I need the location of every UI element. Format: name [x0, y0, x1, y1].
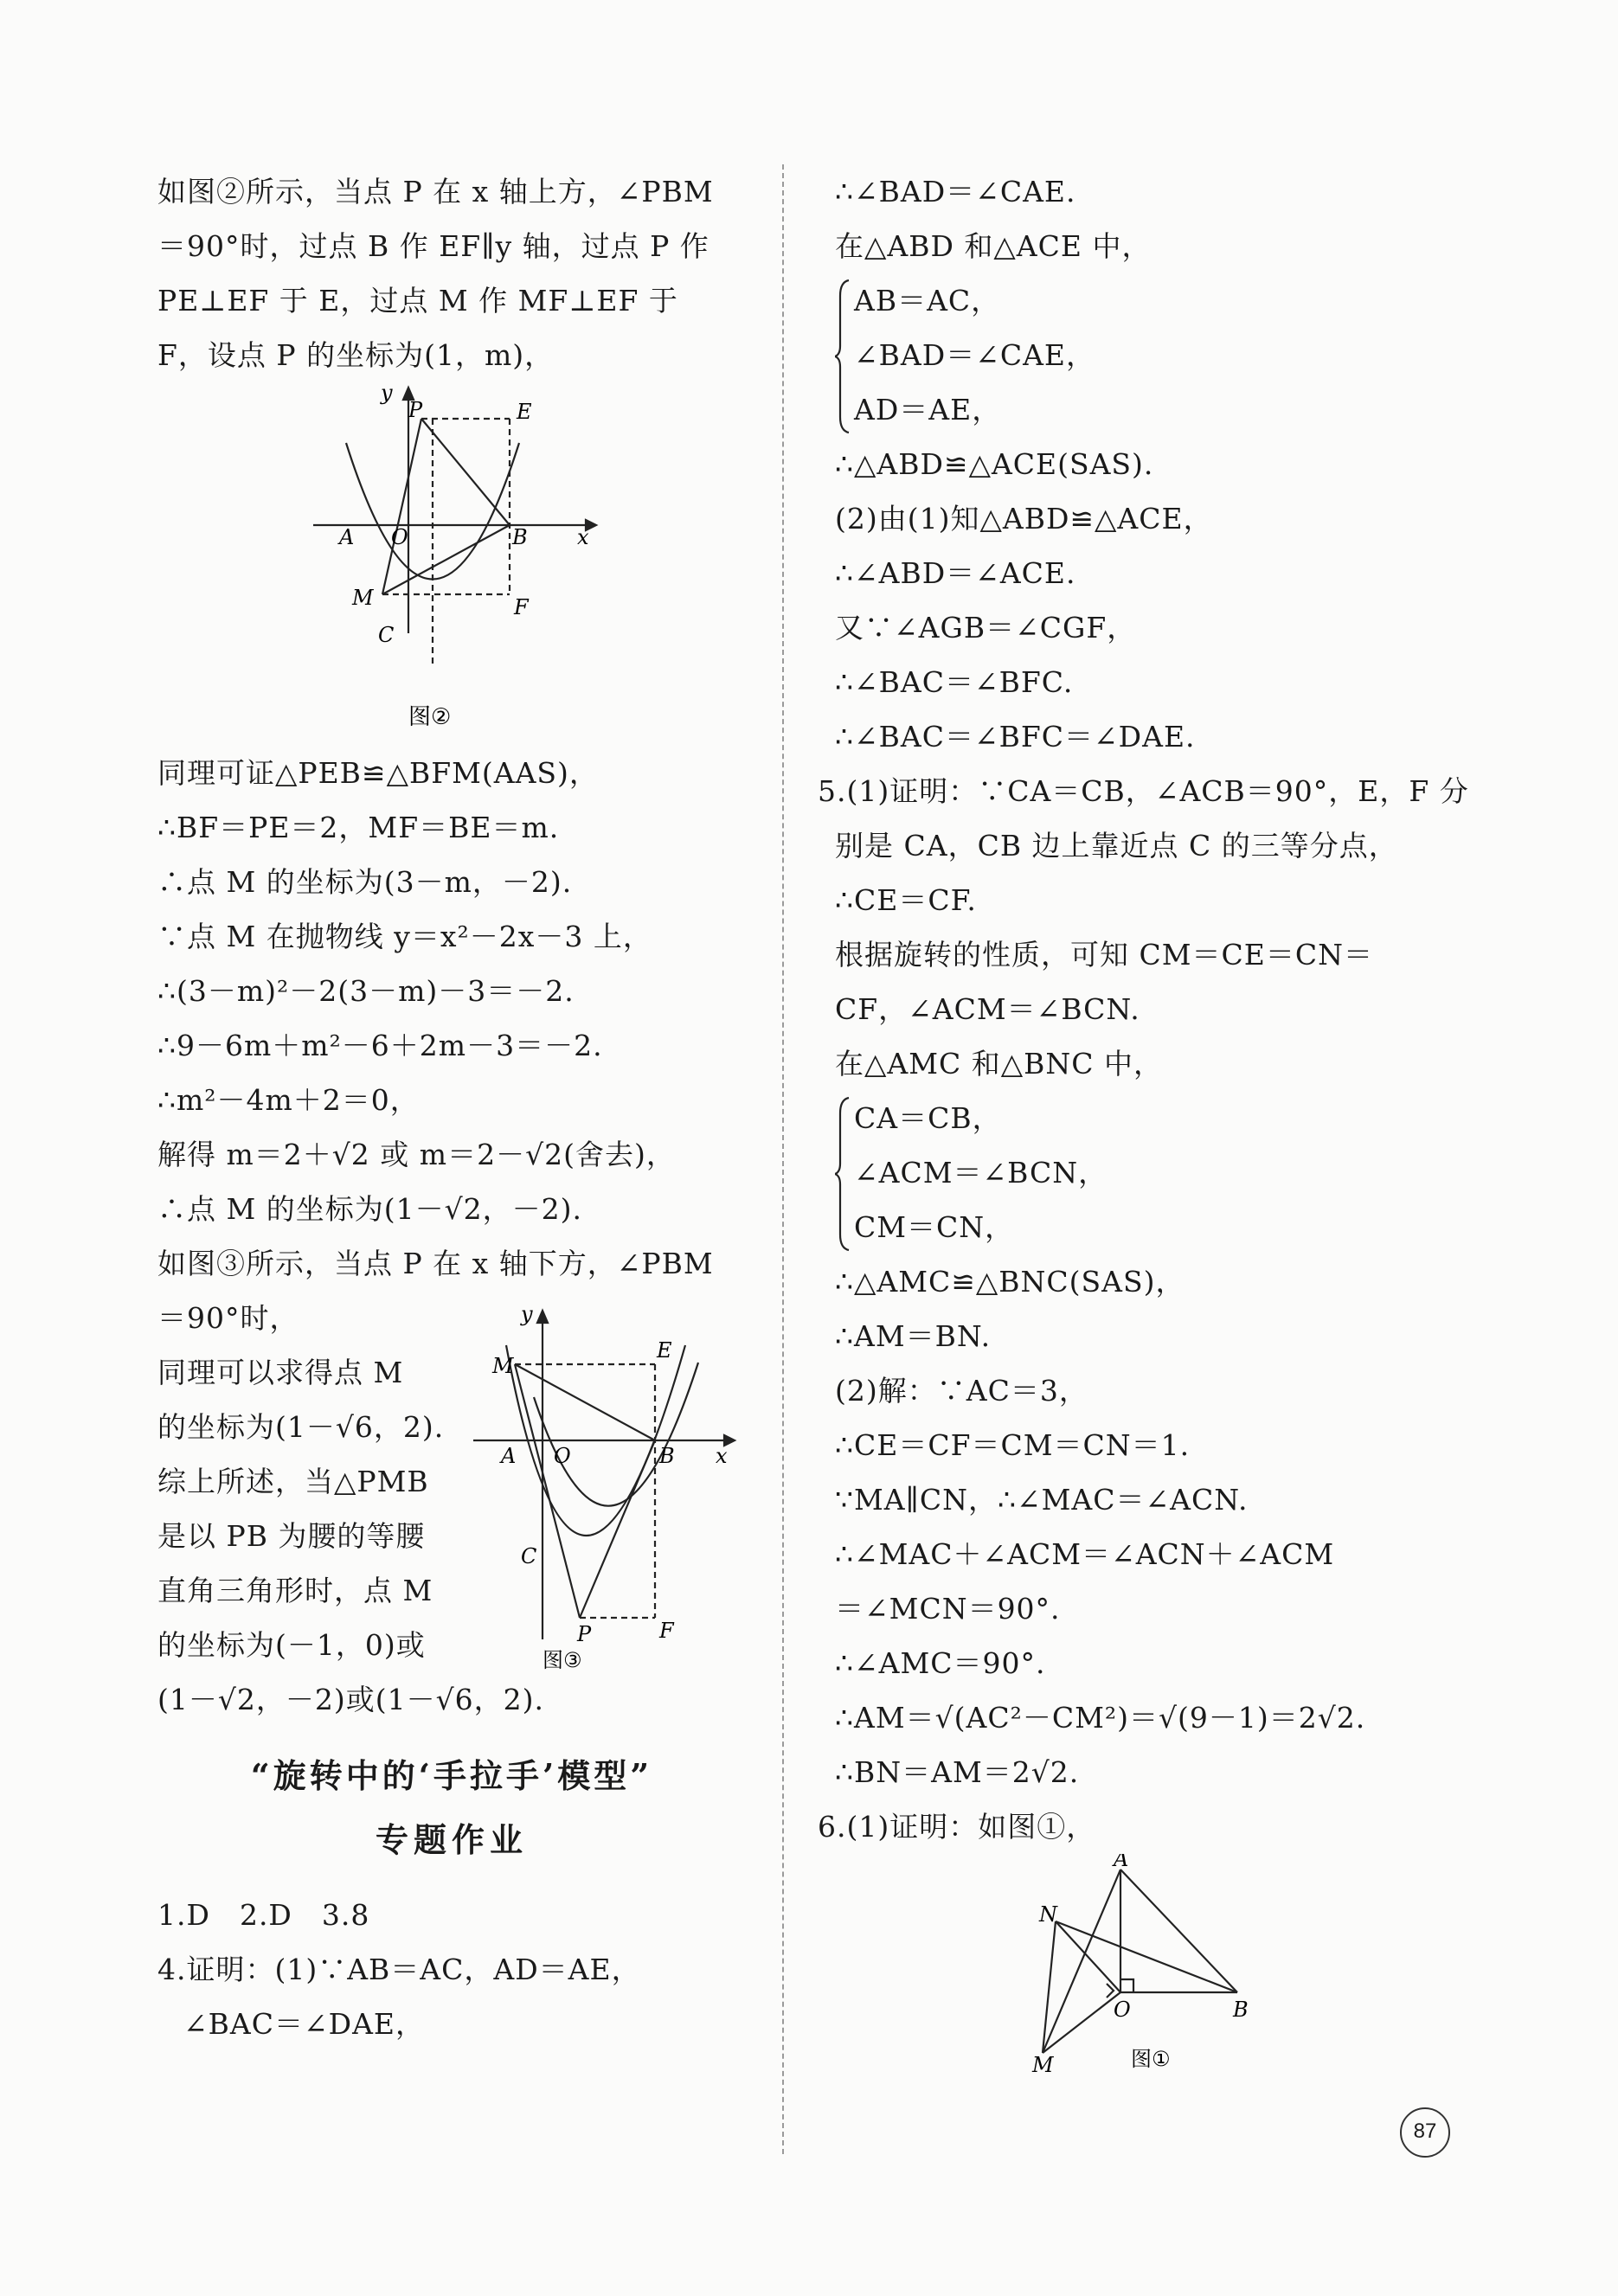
fig2-label-y: y: [381, 382, 393, 405]
text-line: ∵点 M 在抛物线 y＝x²－2x－3 上，: [157, 920, 652, 953]
left-para-e: [157, 1888, 746, 2051]
figure-2: [157, 382, 746, 746]
fig1-caption: 图①: [1131, 2047, 1171, 2071]
text-line: (1－√2，－2)或(1－√6，2).: [157, 1683, 545, 1716]
equation-brace-1: [835, 273, 1458, 437]
equation-brace-2: [835, 1091, 1458, 1254]
fig3-label-C: C: [521, 1544, 537, 1568]
right-para-c: [818, 764, 1469, 1091]
fig2-label-E: E: [517, 400, 532, 424]
figure-1: [835, 1854, 1458, 2079]
column-divider: [782, 164, 784, 2154]
text-line: 是以 PB 为腰的等腰: [157, 1519, 426, 1553]
text-line: 如图②所示，当点 P 在 x 轴上方，∠PBM: [157, 175, 714, 208]
text-line: 的坐标为(1－√6，2).: [157, 1410, 445, 1444]
fig3-label-O: O: [554, 1444, 571, 1468]
left-para-b: [157, 746, 746, 1345]
fig2-label-F: F: [514, 595, 529, 619]
figure-1-diagram: [835, 1854, 1458, 2079]
left-column: [157, 164, 746, 2051]
fig1-label-N: N: [1039, 1902, 1057, 1927]
text-line: 直角三角形时，点 M: [157, 1574, 433, 1607]
text-line: CM＝CN，: [854, 1210, 1015, 1244]
fig1-label-O: O: [1114, 1998, 1131, 2022]
fig2-label-M: M: [352, 586, 374, 610]
text-line: ∴9－6m＋m²－6＋2m－3＝－2.: [157, 1029, 603, 1062]
fig3-label-x: x: [716, 1444, 728, 1468]
left-para-a: [157, 164, 746, 382]
text-line: (2)由(1)知△ABD≌△ACE，: [835, 502, 1213, 536]
text-line: 4.证明：(1)∵AB＝AC，AD＝AE，: [157, 1953, 641, 1986]
text-line: 在△AMC 和△BNC 中，: [835, 1047, 1163, 1081]
text-line: 根据旋转的性质，可知 CM＝CE＝CN＝: [835, 938, 1373, 972]
text-line: ∴∠ABD＝∠ACE.: [835, 556, 1076, 590]
text-line: 别是 CA，CB 边上靠近点 C 的三等分点，: [835, 829, 1398, 863]
text-line: AD＝AE，: [854, 393, 1002, 426]
section-title: “旋转中的‘手拉手’模型”: [250, 1756, 653, 1795]
figure-3-diagram: [465, 1293, 742, 1674]
text-line: F，设点 P 的坐标为(1，m)，: [157, 338, 555, 372]
text-line: ∴AM＝√(AC²－CM²)＝√(9－1)＝2√2.: [835, 1701, 1366, 1735]
fig3-label-B: B: [659, 1444, 675, 1468]
text-line: 又∵∠AGB＝∠CGF，: [835, 611, 1137, 645]
fig2-caption: 图②: [408, 704, 452, 730]
text-line: ∴m²－4m＋2＝0，: [157, 1083, 420, 1117]
text-line: 的坐标为(－1，0)或: [157, 1628, 426, 1662]
text-line: AB＝AC，: [854, 284, 1001, 317]
text-line: ∴CE＝CF＝CM＝CN＝1.: [835, 1428, 1191, 1462]
fig3-label-M: M: [492, 1354, 514, 1378]
text-line: ∠BAD＝∠CAE，: [854, 338, 1096, 372]
text-line: (2)解：∵AC＝3，: [835, 1374, 1088, 1408]
text-line: 5.(1)证明：∵CA＝CB，∠ACB＝90°，E，F 分: [818, 774, 1469, 808]
text-line: ∠ACM＝∠BCN，: [854, 1156, 1108, 1190]
text-line: 6.(1)证明：如图①，: [818, 1810, 1096, 1844]
text-line: 1.D 2.D 3.8: [157, 1898, 370, 1932]
text-line: ∴点 M 的坐标为(3－m，－2).: [157, 865, 573, 899]
text-line: ＝90°时，过点 B 作 EF∥y 轴，过点 P 作: [157, 229, 709, 263]
text-line: ∴BF＝PE＝2，MF＝BE＝m.: [157, 811, 560, 844]
fig3-label-A: A: [501, 1444, 517, 1468]
text-line: ∴△AMC≌△BNC(SAS)，: [835, 1265, 1185, 1299]
text-line: ∴点 M 的坐标为(1－√2，－2).: [157, 1192, 583, 1226]
text-line: 同理可以求得点 M: [157, 1356, 404, 1389]
text-line: ∵MA∥CN，∴∠MAC＝∠ACN.: [835, 1483, 1249, 1517]
right-column: [818, 164, 1469, 2079]
text-line: 综上所述，当△PMB: [157, 1465, 429, 1498]
fig1-label-B: B: [1233, 1998, 1249, 2022]
figure-2-diagram: [157, 382, 746, 746]
text-line: ∴∠AMC＝90°.: [835, 1646, 1046, 1680]
fig3-label-P: P: [577, 1622, 592, 1646]
fig3-label-y: y: [521, 1302, 533, 1326]
text-line: 如图③所示，当点 P 在 x 轴下方，∠PBM: [157, 1247, 714, 1280]
fig2-label-O: O: [391, 525, 408, 549]
text-line: PE⊥EF 于 E，过点 M 作 MF⊥EF 于: [157, 284, 678, 317]
text-line: ∴∠BAD＝∠CAE.: [835, 175, 1076, 208]
brace-icon: [835, 1096, 852, 1252]
right-para-b: [835, 437, 1458, 764]
fig2-label-x: x: [577, 525, 589, 549]
text-line: ∴(3－m)²－2(3－m)－3＝－2.: [157, 974, 575, 1008]
text-line: CA＝CB，: [854, 1101, 1002, 1135]
fig1-label-M: M: [1032, 2053, 1054, 2077]
left-para-c: [157, 1345, 444, 1672]
text-line: CF，∠ACM＝∠BCN.: [835, 992, 1140, 1026]
fig2-label-C: C: [378, 623, 395, 647]
fig1-label-A: A: [1114, 1854, 1129, 1871]
fig3-label-E: E: [657, 1338, 672, 1363]
right-para-d: [818, 1254, 1458, 1854]
text-line: 在△ABD 和△ACE 中，: [835, 229, 1152, 263]
text-line: ∴∠BAC＝∠BFC＝∠DAE.: [835, 720, 1196, 754]
right-para-a: [835, 164, 1458, 273]
text-line: ∴AM＝BN.: [835, 1319, 992, 1353]
fig2-label-P: P: [408, 398, 423, 422]
fig3-label-F: F: [659, 1619, 674, 1643]
text-line: ＝∠MCN＝90°.: [835, 1592, 1061, 1626]
text-line: ∴BN＝AM＝2√2.: [835, 1755, 1080, 1789]
text-line: ∠BAC＝∠DAE，: [183, 2007, 426, 2041]
text-line: 同理可证△PEB≌△BFM(AAS)，: [157, 756, 599, 790]
page-number: 87: [1400, 2107, 1450, 2158]
text-line: ∴△ABD≌△ACE(SAS).: [835, 447, 1154, 481]
text-line: ∴∠BAC＝∠BFC.: [835, 665, 1074, 699]
section-subtitle: 专题作业: [375, 1820, 528, 1859]
text-line: 解得 m＝2＋√2 或 m＝2－√2(舍去)，: [157, 1138, 676, 1171]
fig3-caption: 图③: [543, 1648, 582, 1672]
brace-icon: [835, 279, 852, 434]
text-line: ∴CE＝CF.: [835, 883, 977, 917]
text-line: ∴∠MAC＋∠ACM＝∠ACN＋∠ACM: [835, 1537, 1335, 1571]
text-line: ＝90°时，: [157, 1301, 299, 1335]
fig2-label-A: A: [339, 525, 355, 549]
fig2-label-B: B: [512, 525, 528, 549]
